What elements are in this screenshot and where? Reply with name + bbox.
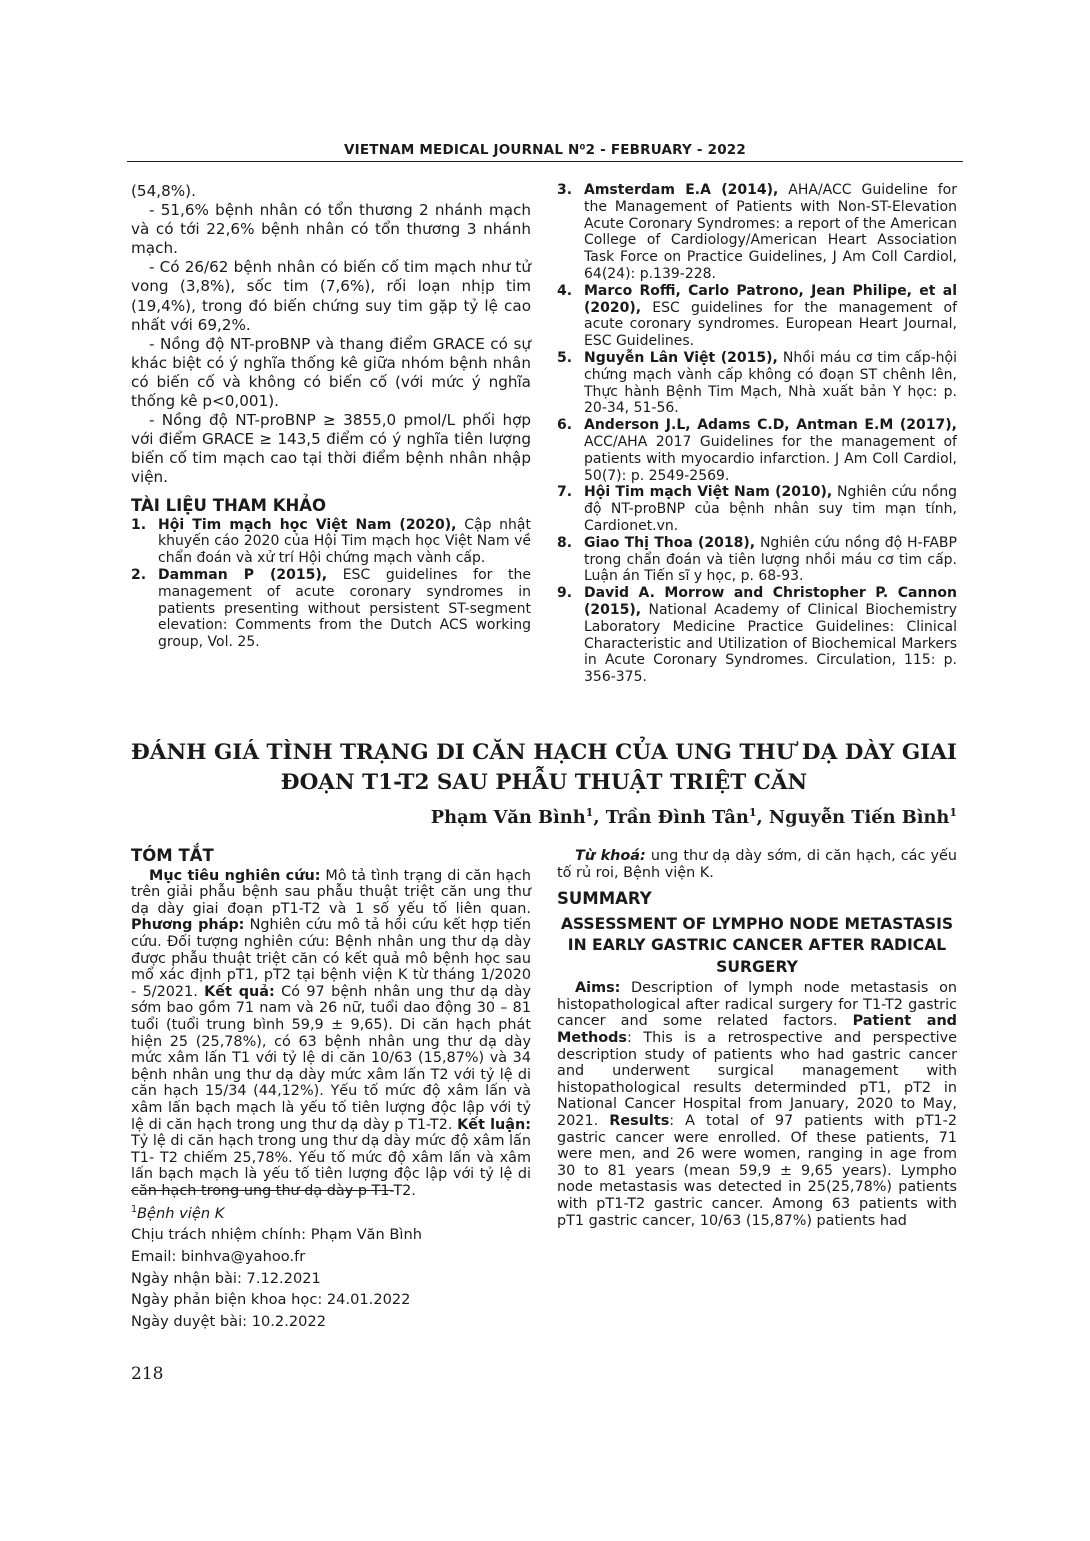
reference-item: 7. Hội Tim mạch Việt Nam (2010), Nghiên cứu nồng độ NT-proBNP của bệnh nhân suy tim mạn tính, Cardionet.vn.: [557, 484, 957, 534]
reference-item: 1. Hội Tim mạch học Việt Nam (2020), Cập nhật khuyến cáo 2020 của Hội Tim mạch học Việt Nam về chẩn đoán và xử trí Hội chứng mạch vành cấp.: [131, 516, 531, 567]
author-affiliation-mark: 1: [585, 806, 594, 819]
summary-title: ASSESSMENT OF LYMPHO NODE METASTASIS IN EARLY GASTRIC CANCER AFTER RADICAL SURGERY: [560, 914, 954, 976]
summary-body: Aims: Description of lymph node metastasis on histopathological after radical surgery for T1-T2 gastric cancer and some related factors. Patient and Methods: This is a retrospective and perspective description study of patients who had gastric cancer and underwent surgical management with histopathological results determinded pT1, pT2 in National Cancer Hospital from January, 2020 to May, 2021. Results: A total of 97 patients with pT1-2 gastric cancer were enrolled. Of these patients, 71 were men, and 26 were women, ranging in age from 30 to 81 years (mean 59,9 ± 9,65 years). Lympho node metastasis was detected in 25(25,78%) patients with pT1-T2 gastric cancer. Among 63 patients with pT1 gastric cancer, 10/63 (15,87%) patients had: [557, 980, 957, 1229]
footnote-email: Email: binhva@yahoo.fr: [131, 1248, 306, 1266]
footnotes: [131, 1199, 531, 1332]
article-authors: Phạm Văn Bình$^1$, Trần Đình Tân$^1$, Nguyễn Tiến Bình$^1$: [430, 806, 957, 828]
reference-item: 8. Giao Thị Thoa (2018), Nghiên cứu nồng độ H-FABP trong chẩn đoán và tiên lượng nhồi máu cơ tim cấp. Luận án Tiến sĩ y học, p. 68-93.: [557, 534, 957, 585]
reference-item: 9. David A. Morrow and Christopher P. Cannon (2015), National Academy of Clinical Biochemistry Laboratory Medicine Practice Guidelines: Clinical Characteristic and Utilization of Biochemical Markers in Acute Coronary Syndromes. Circulation, 115: p. 356-375.: [557, 585, 957, 686]
article-title-line: ĐOẠN T1-T2 SAU PHẪU THUẬT TRIỆT CĂN: [280, 770, 808, 795]
footnote-reviewed: Ngày phản biện khoa học: 24.01.2022: [131, 1291, 411, 1309]
conclusion-line: - 51,6% bệnh nhân có tổn thương 2 nhánh mạch và có tới 22,6% bệnh nhân có tổn thương 3 nhánh mạch.: [131, 201, 531, 258]
conclusion-line: - Có 26/62 bệnh nhân có biến cố tim mạch như tử vong (3,8%), sốc tim (7,6%), rối loạn nhịp tim (19,4%), trong đó biến chứng suy tim gặp tỷ lệ cao nhất với 69,2%.: [131, 258, 531, 334]
author-name: Nguyễn Tiến Bình: [768, 806, 950, 828]
summary-english-column: [557, 848, 957, 1229]
abstract-heading: TÓM TẮT: [131, 846, 214, 865]
footnote-received: Ngày nhận bài: 7.12.2021: [131, 1269, 321, 1287]
author-name: Phạm Văn Bình: [430, 806, 586, 828]
abstract-body: Mục tiêu nghiên cứu: Mô tả tình trạng di căn hạch trên giải phẫu bệnh sau phẫu thuật triệt căn ung thư dạ dày giai đoạn pT1-T2 và 1 số yếu tố liên quan. Phương pháp: Nghiên cứu mô tả hồi cứu kết hợp tiến cứu. Đối tượng nghiên cứu: Bệnh nhân ung thư dạ dày được phẫu thuật triệt căn có kết quả mô bệnh học sau mổ xác định pT1, pT2 tại bệnh viện K từ tháng 1/2020 - 5/2021. Kết quả: Có 97 bệnh nhân ung thư dạ dày sớm bao gồm 71 nam và 26 nữ, tuổi dao động 30 – 81 tuổi (tuổi trung bình 59,9 ± 9,65). Di căn hạch phát hiện 25 (25,78%), có 63 bệnh nhân ung thư dạ dày mức xâm lấn T1 với tỷ lệ di căn 10/63 (15,87%) và 34 bệnh nhân ung thư dạ dày mức xâm lấn T2 với tỷ lệ di căn hạch 15/34 (44,12%). Yếu tố mức độ xâm lấn và xâm lấn bạch mạch là yếu tố tiên lượng độc lập với tỷ lệ di căn hạch trong ung thư dạ dày p T1-T2. Kết luận: Tỷ lệ di căn hạch trong ung thư dạ dày mức độ xâm lấn T1- T2 chiếm 25,78%. Yếu tố mức độ xâm lấn và xâm lấn bạch mạch là yếu tố tiên lượng độc lập với tỷ lệ di căn hạch trong ung thư dạ dày p T1-T2.: [131, 867, 532, 1199]
footnote-rule: [131, 1190, 393, 1191]
right-column-top: [557, 182, 957, 686]
reference-item: 4. Marco Roffi, Carlo Patrono, Jean Philipe, et al (2020), ESC guidelines for the management of acute coronary syndromes. European Heart Journal, ESC Guidelines.: [557, 282, 957, 350]
footnote-corresponding: Chịu trách nhiệm chính: Phạm Văn Bình: [131, 1226, 422, 1244]
author-affiliation-mark: 1: [949, 806, 957, 819]
article-title-line: ĐÁNH GIÁ TÌNH TRẠNG DI CĂN HẠCH CỦA UNG THƯ DẠ DÀY GIAI: [131, 740, 957, 765]
article-title: [131, 738, 957, 798]
author-affiliation-mark: 1: [748, 806, 757, 819]
left-column-top: [131, 182, 531, 651]
conclusion-line: (54,8%).: [131, 182, 196, 200]
author-name: Trần Đình Tân: [605, 806, 749, 828]
conclusion-line: - Nồng độ NT-proBNP ≥ 3855,0 pmol/L phối hợp với điểm GRACE ≥ 143,5 điểm có ý nghĩa tiên lượng biến cố tim mạch cao tại thời điểm bệnh nhân nhập viện.: [131, 411, 531, 487]
conclusion-line: - Nồng độ NT-proBNP và thang điểm GRACE có sự khác biệt có ý nghĩa thống kê giữa nhóm bệnh nhân có biến cố và không có biến cố (với mức ý nghĩa thống kê p<0,001).: [131, 334, 531, 411]
reference-item: 6. Anderson J.L, Adams C.D, Antman E.M (2017), ACC/AHA 2017 Guidelines for the management of patients with myocardio infarction. J Am Coll Cardiol, 50(7): p. 2549-2569.: [557, 417, 957, 484]
footnote-accepted: Ngày duyệt bài: 10.2.2022: [131, 1312, 326, 1330]
reference-item: 2. Damman P (2015), ESC guidelines for the management of acute coronary syndromes in patients presenting without persistent ST-segment elevation: Comments from the Dutch ACS working group, Vol. 25.: [131, 566, 532, 651]
footnote-affiliation: $^1$Bệnh viện K: [131, 1204, 225, 1222]
keywords: Từ khoá: ung thư dạ dày sớm, di căn hạch, các yếu tố rủ roi, Bệnh viện K.: [557, 848, 957, 881]
references-heading: TÀI LIỆU THAM KHẢO: [131, 495, 327, 515]
abstract-vietnamese: [131, 848, 531, 1199]
header-rule: [127, 161, 963, 162]
page-number: 218: [131, 1364, 164, 1384]
reference-item: 5. Nguyễn Lân Việt (2015), Nhồi máu cơ tim cấp-hội chứng mạch vành cấp không có đoạn ST chênh lên, Thực hành Bệnh Tim Mạch, Nhà xuất bản Y học: p. 20-34, 51-56.: [557, 349, 957, 417]
journal-header: VIETNAM MEDICAL JOURNAL N⁰2 - FEBRUARY - 2022: [344, 142, 746, 158]
reference-item: 3. Amsterdam E.A (2014), AHA/ACC Guideline for the Management of Patients with Non-ST-Elevation Acute Coronary Syndromes: a report of the American College of Cardiology/American Heart Association Task Force on Practice Guidelines, J Am Coll Cardiol, 64(24): p.139-228.: [557, 182, 958, 282]
summary-heading: SUMMARY: [557, 889, 652, 909]
